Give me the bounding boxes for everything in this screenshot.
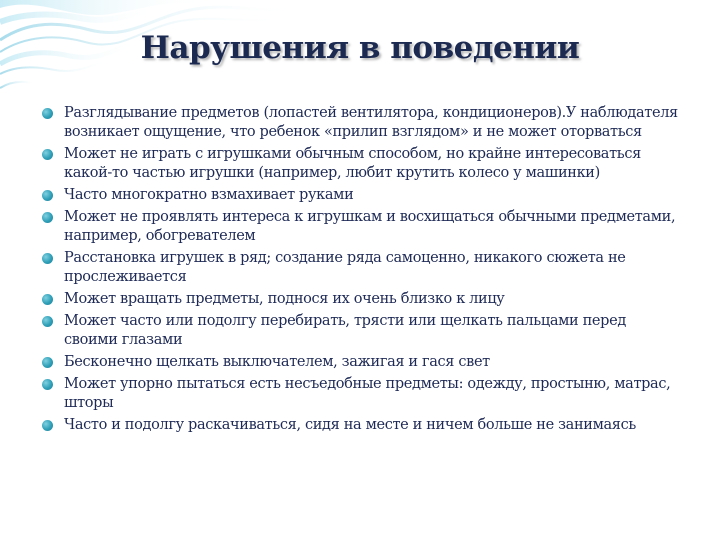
slide-title: Нарушения в поведении (140, 30, 580, 66)
list-item (42, 353, 682, 372)
round-bullet-icon (42, 212, 53, 223)
round-bullet-icon (42, 253, 53, 264)
bullet-text: Расстановка игрушек в ряд; создание ряда самоценно, никакого сюжета не прослеживается (64, 250, 626, 285)
list-item (42, 145, 682, 183)
bullet-text: Может не проявлять интереса к игрушкам и восхищаться обычными предметами, например, обогревателем (64, 209, 676, 244)
round-bullet-icon (42, 108, 53, 119)
round-bullet-icon (42, 149, 53, 160)
list-item (42, 290, 682, 309)
bullet-text: Может вращать предметы, поднося их очень близко к лицу (64, 291, 505, 307)
bullet-text: Часто многократно взмахивает руками (64, 187, 354, 203)
round-bullet-icon (42, 190, 53, 201)
round-bullet-icon (42, 379, 53, 390)
round-bullet-icon (42, 294, 53, 305)
list-item (42, 104, 682, 142)
bullet-text: Может упорно пытаться есть несъедобные предметы: одежду, простыню, матрас, шторы (64, 376, 671, 411)
round-bullet-icon (42, 420, 53, 431)
bullet-text: Часто и подолгу раскачиваться, сидя на месте и ничем больше не занимаясь (64, 417, 636, 433)
bullet-text: Разглядывание предметов (лопастей вентилятора, кондиционеров).У наблюдателя возникает ощущение, что ребенок «прилип взглядом» и не может оторваться (64, 105, 678, 140)
list-item (42, 416, 682, 435)
list-item (42, 312, 682, 350)
list-item (42, 249, 682, 287)
round-bullet-icon (42, 357, 53, 368)
list-item (42, 186, 682, 205)
bullet-list (42, 104, 682, 438)
round-bullet-icon (42, 316, 53, 327)
bullet-text: Может не играть с игрушками обычным способом, но крайне интересоваться какой-то частью игрушки (например, любит крутить колесо у машинки) (64, 146, 641, 181)
list-item (42, 375, 682, 413)
list-item (42, 208, 682, 246)
bullet-text: Бесконечно щелкать выключателем, зажигая и гася свет (64, 354, 490, 370)
bullet-text: Может часто или подолгу перебирать, трясти или щелкать пальцами перед своими глазами (64, 313, 626, 348)
